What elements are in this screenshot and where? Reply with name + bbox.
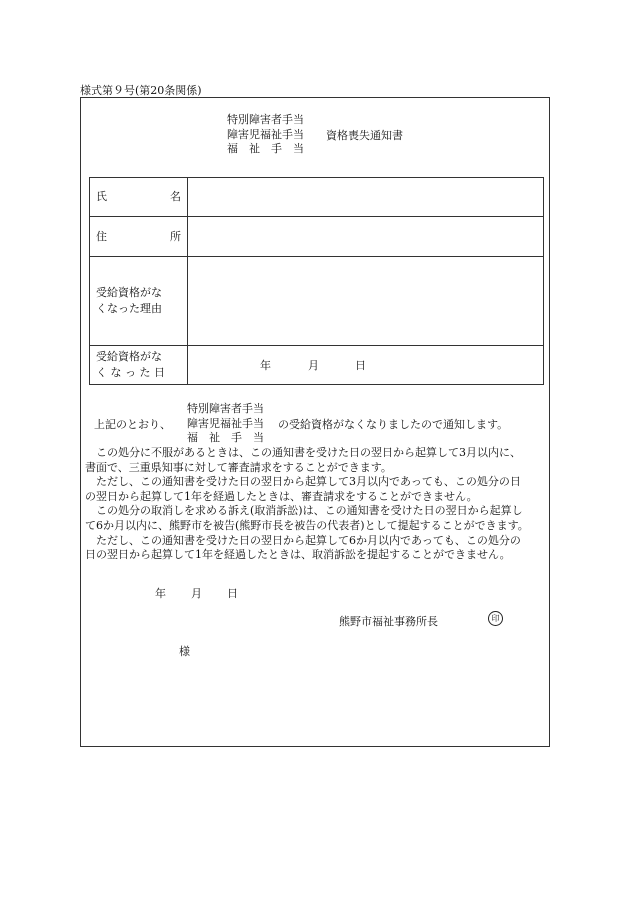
paragraph-line: 日の翌日から起算して1年を経過したときは、取消訴訟を提起することができません。	[85, 548, 511, 562]
address-field[interactable]	[188, 217, 544, 257]
name-label: 氏 名	[90, 178, 188, 217]
date-lost-label: 受給資格がな く な っ た 日	[90, 346, 188, 385]
date-lost-field[interactable]	[188, 346, 544, 385]
issue-year-label: 年	[155, 587, 166, 600]
paragraph-line: ただし、この通知書を受けた日の翌日から起算して3月以内であっても、この処分の日	[85, 475, 521, 489]
issuer-name: 熊野市福祉事務所長	[339, 615, 438, 628]
issue-day-label: 日	[227, 587, 238, 600]
title-allowance-special-disability: 特別障害者手当	[227, 113, 304, 126]
reason-field[interactable]	[188, 257, 544, 346]
issue-month-label: 月	[191, 587, 202, 600]
paragraph-line: ただし、この通知書を受けた日の翌日から起算して6か月以内であっても、この処分の	[85, 533, 521, 547]
table-row-reason	[90, 257, 544, 346]
notice-prefix: 上記のとおり、	[94, 418, 171, 431]
date-day-label: 日	[355, 359, 366, 372]
notice-allowance-special-disability: 特別障害者手当	[187, 402, 264, 415]
paragraph-line: この処分に不服があるときは、この通知書を受けた日の翌日から起算して3月以内に、	[85, 446, 521, 459]
title-allowance-list	[227, 113, 304, 157]
issue-date	[155, 585, 238, 601]
notice-allowance-welfare: 福 祉 手 当	[187, 431, 264, 444]
table-row-address	[90, 217, 544, 257]
paragraph-line: の翌日から起算して1年を経過したときは、審査請求をすることができません。	[85, 489, 478, 503]
notice-suffix: の受給資格がなくなりましたので通知します。	[278, 418, 509, 431]
addressee-honorific: 様	[179, 645, 190, 658]
recipient-info-table	[89, 177, 544, 385]
form-number-label: 様式第９号(第20条関係)	[80, 84, 202, 97]
date-month-label: 月	[308, 359, 319, 372]
address-label: 住 所	[90, 217, 188, 257]
name-field[interactable]	[188, 178, 544, 217]
document-title: 資格喪失通知書	[326, 129, 403, 142]
date-year-label: 年	[260, 359, 271, 372]
title-allowance-child-disability: 障害児福祉手当	[227, 127, 304, 141]
notice-allowance-child-disability: 障害児福祉手当	[187, 416, 264, 430]
appeal-instructions	[85, 446, 550, 563]
reason-label: 受給資格がな くなった理由	[90, 257, 188, 346]
title-allowance-welfare: 福 祉 手 当	[227, 142, 304, 155]
paragraph-line: 書面で、三重県知事に対して審査請求をすることができます。	[85, 460, 392, 474]
table-row-date	[90, 346, 544, 385]
table-row-name	[90, 178, 544, 217]
paragraph-line: この処分の取消しを求める訴え(取消訴訟)は、この通知書を受けた日の翌日から起算し	[85, 504, 523, 518]
paragraph-line: て6か月以内に、熊野市を被告(熊野市長を被告の代表者)として提起することができます。	[85, 518, 529, 532]
seal-icon: 印	[488, 611, 503, 626]
notice-allowance-list	[187, 402, 264, 446]
